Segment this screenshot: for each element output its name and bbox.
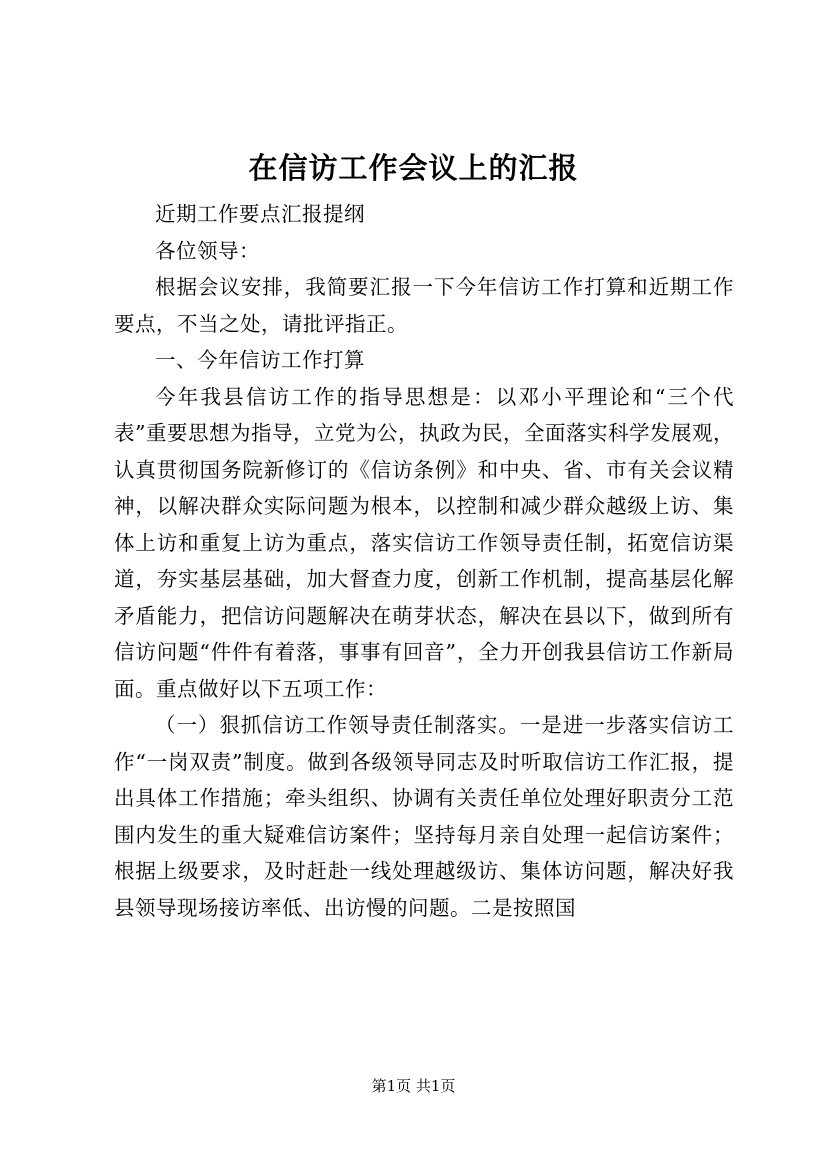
paragraph-item-one: （一）狠抓信访工作领导责任制落实。一是进一步落实信访工作“一岗双责”制度。做到各级领导同志及时听取信访工作汇报，提出具体工作措施；牵头组织、协调有关责任单位处理好职责分工范围内发生的重大疑难信访案件；坚持每月亲自处理一起信访案件；根据上级要求，及时赶赴一线处理越级访、集体访问题，解决好我县领导现场接访率低、出访慢的问题。二是按照国 [114,713,734,920]
paragraph-section-heading: 一、今年信访工作打算 [155,348,365,372]
document-title: 在信访工作会议上的汇报 [248,151,579,185]
paragraph-intro: 根据会议安排，我简要汇报一下今年信访工作打算和近期工作要点，不当之处，请批评指正。 [114,275,734,336]
paragraph-salutation: 各位领导： [155,238,260,263]
paragraph-outline-heading: 近期工作要点汇报提纲 [155,202,365,226]
page-number-footer: 第1页 共1页 [371,1077,456,1095]
paragraph-guiding-thought: 今年我县信访工作的指导思想是：以邓小平理论和“三个代表”重要思想为指导，立党为公，执政为民，全面落实科学发展观，认真贯彻国务院新修订的《信访条例》和中央、省、市有关会议精神，以解决群众实际问题为根本，以控制和减少群众越级上访、集体上访和重复上访为重点，落实信访工作领导责任制，拓宽信访渠道，夯实基层基础，加大督查力度，创新工作机制，提高基层化解矛盾能力，把信访问题解决在萌芽状态，解决在县以下，做到所有信访问题“件件有着落，事事有回音”，全力开创我县信访工作新局面。重点做好以下五项工作： [114,384,734,701]
document-body [114,196,734,926]
